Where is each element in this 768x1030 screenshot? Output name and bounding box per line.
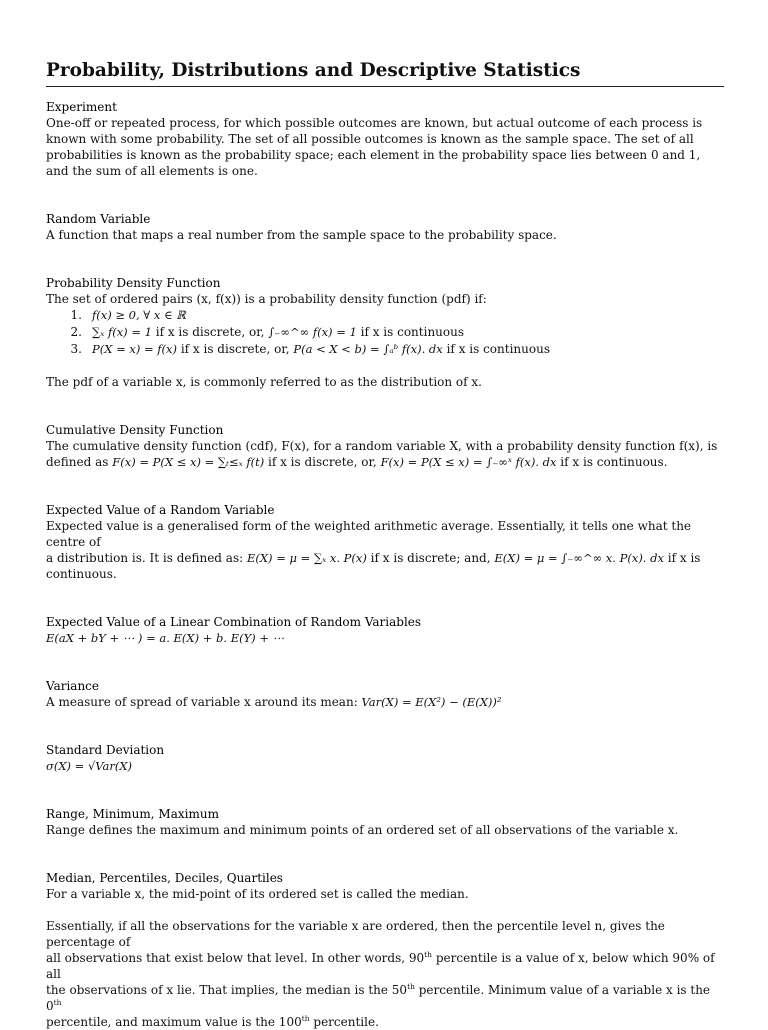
section-heading: Random Variable <box>46 212 151 226</box>
list-text: if x is continuous <box>442 342 550 356</box>
section-note: The pdf of a variable x, is commonly referred to as the distribution of x. <box>46 375 482 389</box>
section-body: For a variable x, the mid-point of its ordered set is called the median. <box>46 887 469 901</box>
math-expression: Var(X) = E(X²) − (E(X))² <box>361 695 502 709</box>
body-text: all observations that exist below that level. In other words, 90 <box>46 951 425 965</box>
list-text: if x is discrete, or, <box>151 325 269 339</box>
math-expression: F(x) = P(X ≤ x) = ∑ₜ≤ₓ f(t) <box>112 455 265 469</box>
section-heading: Variance <box>46 679 99 693</box>
list-number: 2. <box>70 325 82 339</box>
section-heading: Probability Density Function <box>46 276 221 290</box>
body-text: if x is discrete; and, <box>366 551 495 565</box>
superscript: th <box>53 998 62 1007</box>
math-expression: E(X) = μ = ∑ₓ x. P(x) <box>246 551 367 565</box>
math-expression: f(x) ≥ 0, ∀ x ∈ ℝ <box>92 308 186 322</box>
body-text: percentile. <box>309 1015 379 1029</box>
math-expression: E(X) = μ = ∫₋∞^∞ x. P(x). dx <box>494 551 664 565</box>
body-text: the observations of x lie. That implies, the median is the 50 <box>46 983 408 997</box>
section-body: Range defines the maximum and minimum points of an ordered set of all observations of the variable x. <box>46 823 679 837</box>
section-expected-value <box>46 502 724 582</box>
section-heading: Experiment <box>46 100 117 114</box>
section-body-line: continuous. <box>46 567 117 581</box>
list-text: if x is continuous <box>356 325 465 339</box>
section-standard-deviation <box>46 742 724 774</box>
section-body-line <box>46 1014 724 1030</box>
section-body-line <box>46 950 724 982</box>
math-expression: F(x) = P(X ≤ x) = ∫₋∞ˣ f(x). dx <box>380 455 557 469</box>
section-body-line <box>46 550 724 566</box>
body-text: percentile is a value of x, below which 90% of all <box>46 951 715 981</box>
section-random-variable <box>46 211 724 243</box>
section-range <box>46 806 724 838</box>
section-linear-combination <box>46 614 724 646</box>
section-heading: Expected Value of a Linear Combination of Random Variables <box>46 615 422 629</box>
section-body-line: The cumulative density function (cdf), F(x), for a random variable X, with a probability density function f(x), is <box>46 439 718 453</box>
section-body: A function that maps a real number from the sample space to the probability space. <box>46 228 557 242</box>
section-intro: The set of ordered pairs (x, f(x)) is a probability density function (pdf) if: <box>46 292 487 306</box>
body-text: defined as <box>46 455 113 469</box>
section-body-line: Essentially, if all the observations for the variable x are ordered, then the percentile level n, gives the percentage of <box>46 919 665 949</box>
list-text: if x is discrete, or, <box>177 342 294 356</box>
section-heading: Expected Value of a Random Variable <box>46 503 275 517</box>
body-text: percentile, and maximum value is the 100 <box>46 1015 302 1029</box>
section-body-line <box>46 982 724 1014</box>
superscript: th <box>424 950 433 959</box>
list-number: 1. <box>70 308 82 322</box>
section-body-line <box>46 454 724 470</box>
math-expression: ∫₋∞^∞ f(x) = 1 <box>268 325 357 339</box>
superscript: th <box>301 1014 310 1023</box>
list-number: 3. <box>70 342 82 356</box>
section-cdf <box>46 422 724 470</box>
body-text: if x is continuous. <box>556 455 668 469</box>
body-text: A measure of spread of variable x around its mean: <box>46 695 362 709</box>
body-text: if x is <box>663 551 701 565</box>
math-expression: P(X = x) = f(x) <box>92 342 177 356</box>
body-text: percentile. Minimum value of a variable x is the 0 <box>46 983 711 1013</box>
section-pdf <box>46 275 724 390</box>
pdf-conditions-list <box>46 307 724 358</box>
body-text: a distribution is. It is defined as: <box>46 551 247 565</box>
document-page <box>46 58 724 1030</box>
list-item <box>46 324 724 341</box>
math-expression: σ(X) = √Var(X) <box>46 759 133 773</box>
section-heading: Standard Deviation <box>46 743 165 757</box>
section-body-line <box>46 694 724 710</box>
section-body: One-off or repeated process, for which possible outcomes are known, but actual outcome of each process is known with some probability. The set of all possible outcomes is known as the sample space. The set of all probabilities is known as the probability space; each element in the probability space lies between 0 and 1, and the sum of all elements is one. <box>46 116 703 178</box>
section-heading: Range, Minimum, Maximum <box>46 807 219 821</box>
page-title: Probability, Distributions and Descriptive Statistics <box>46 58 724 87</box>
list-item <box>46 341 724 358</box>
list-item <box>46 307 724 324</box>
section-heading: Cumulative Density Function <box>46 423 224 437</box>
math-expression: P(a < X < b) = ∫ₐᵇ f(x). dx <box>293 342 443 356</box>
section-heading: Median, Percentiles, Deciles, Quartiles <box>46 871 283 885</box>
section-variance <box>46 678 724 710</box>
math-expression: ∑ₓ f(x) = 1 <box>92 325 152 339</box>
section-median <box>46 870 724 1030</box>
body-text: if x is discrete, or, <box>264 455 381 469</box>
superscript: th <box>407 982 415 991</box>
section-body-line: Expected value is a generalised form of the weighted arithmetic average. Essentially, it tells one what the centre of <box>46 519 692 549</box>
section-experiment <box>46 99 724 179</box>
math-expression: E(aX + bY + ⋯ ) = a. E(X) + b. E(Y) + ⋯ <box>46 631 285 645</box>
